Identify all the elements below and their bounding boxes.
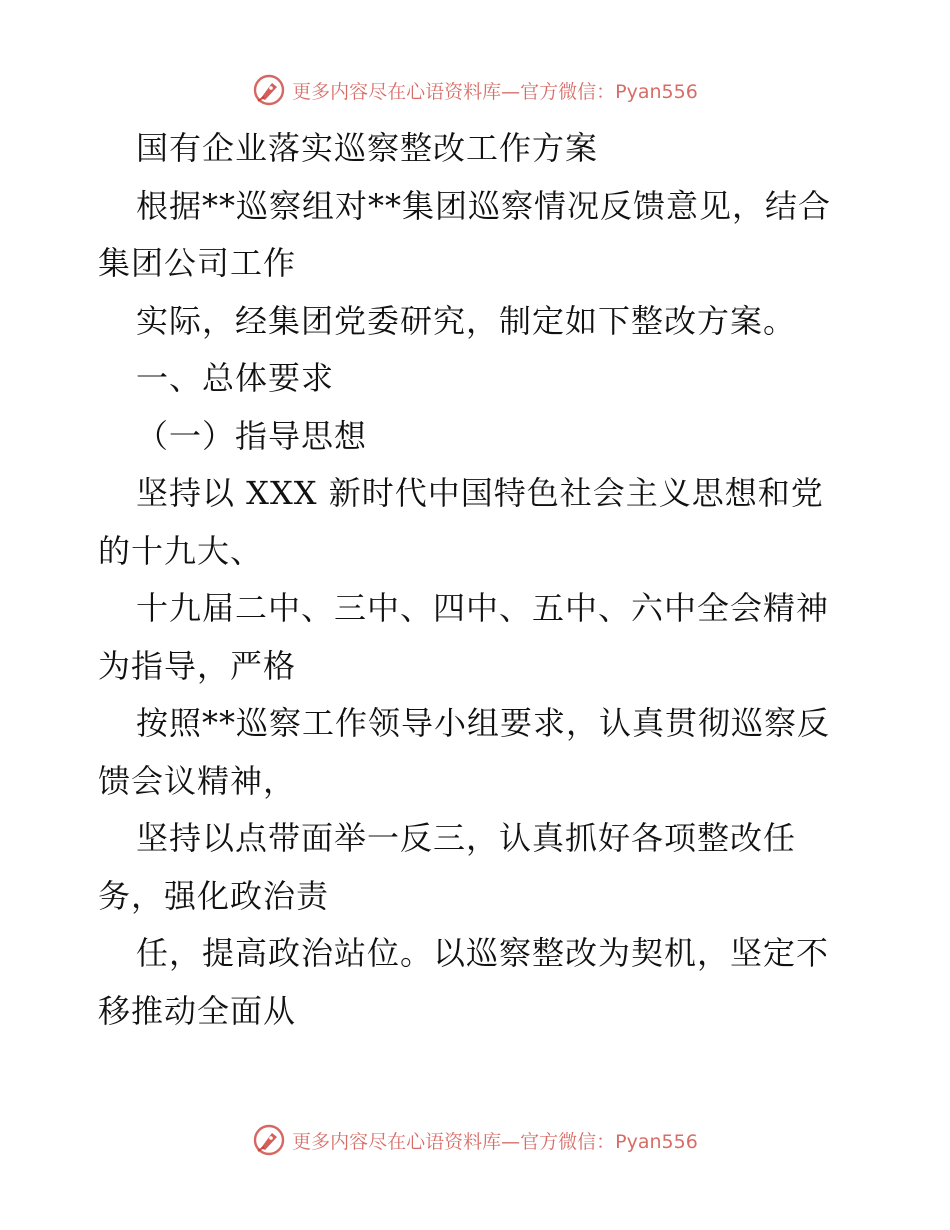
subsection-heading: （一）指导思想 xyxy=(136,416,368,455)
paragraph-line: 坚持以点带面举一反三，认真抓好各项整改任 xyxy=(136,819,797,857)
paragraph-line: 为指导，严格 xyxy=(98,646,297,685)
document-title: 国有企业落实巡察整改工作方案 xyxy=(136,129,599,167)
paragraph-line: 按照**巡察工作领导小组要求，认真贯彻巡察反 xyxy=(136,704,831,742)
paragraph-line: 集团公司工作 xyxy=(98,244,297,282)
paragraph-line: 的十九大、 xyxy=(98,531,264,570)
footer-banner-text: 更多内容尽在心语资料库—官方微信：Pyan556 xyxy=(292,1130,698,1153)
pen-nib-logo-icon xyxy=(252,73,286,107)
section-heading: 一、总体要求 xyxy=(136,359,335,397)
paragraph-line: 任，提高政治站位。以巡察整改为契机，坚定不 xyxy=(136,934,830,972)
header-banner-content[interactable] xyxy=(252,73,698,107)
document-body xyxy=(98,120,858,1040)
paragraph-line: 十九届二中、三中、四中、五中、六中全会精神 xyxy=(136,589,830,627)
header-banner xyxy=(0,70,950,110)
footer-banner xyxy=(0,1120,950,1160)
header-banner-text: 更多内容尽在心语资料库—官方微信：Pyan556 xyxy=(292,80,698,103)
paragraph-line: 根据**巡察组对**集团巡察情况反馈意见，结合 xyxy=(136,186,832,225)
pen-nib-logo-icon xyxy=(252,1123,286,1157)
paragraph-line: 馈会议精神， xyxy=(98,761,297,800)
paragraph-line: 实际，经集团党委研究，制定如下整改方案。 xyxy=(136,301,797,340)
paragraph-line: 务，强化政治责 xyxy=(98,876,330,915)
paragraph-line: 移推动全面从 xyxy=(98,991,297,1030)
paragraph-line: 坚持以 XXX 新时代中国特色社会主义思想和党 xyxy=(136,474,824,512)
footer-banner-content[interactable] xyxy=(252,1123,698,1157)
